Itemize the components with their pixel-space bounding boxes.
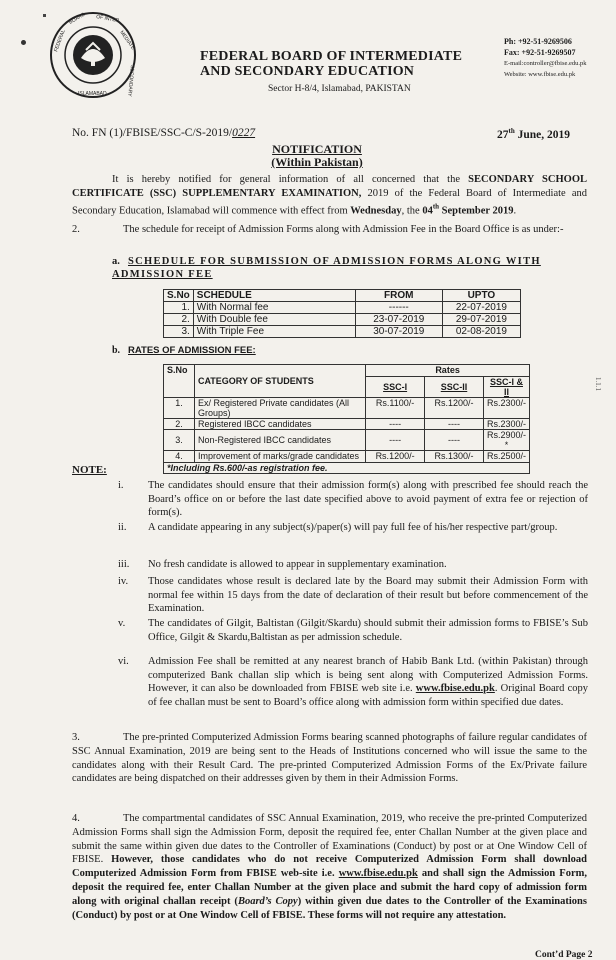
note-item-iv [118,575,588,616]
para1-month-year: September 2019 [439,205,514,217]
schedule-table [163,289,521,338]
section-title: SCHEDULE FOR SUBMISSION OF ADMISSION FORMS ALONG WITH ADMISSION FEE [112,256,541,280]
note-text: A candidate appearing in any subject(s)/paper(s) will pay full fee of his/her respective part/group. [148,522,558,533]
para1-text: 2019 of the Federal Board of Intermediate and Secondary Education, Islamabad will commence with effect from [72,187,587,217]
column-header: FROM [355,290,442,302]
table-footnote-row [164,462,530,474]
table-cell: 3. [164,430,195,451]
note-text: The candidates should ensure that their admission form(s) along with prescribed fee should reach the Board’s office on or before the last date specified above to avoid payment of extra fee or rejection of form(s). [148,480,588,518]
column-header: UPTO [442,290,520,302]
table-cell: With Normal fee [193,302,355,314]
table-cell: 1. [164,397,195,418]
svg-text:ISLAMABAD: ISLAMABAD [78,91,107,97]
table-cell: 23-07-2019 [355,314,442,326]
table-cell: 2. [164,418,195,430]
reference-serial: 0227 [232,127,256,139]
table-cell: Rs.2500/- [483,451,529,463]
note-number: i. [118,480,124,491]
note-item-v [118,617,588,644]
section-b-heading [112,345,256,356]
para1-day: 04 [422,205,433,217]
note-text: The candidates of Gilgit, Baltistan (Gilgit/Skardu) should submit their admission forms to FBISE’s Sub Office, Gilgit & Skardu,Baltistan as per admission schedule. [148,618,588,643]
column-header: CATEGORY OF STUDENTS [194,365,365,398]
table-cell: With Double fee [193,314,355,326]
contact-block [504,36,587,80]
admission-fee-rates-table [163,364,530,474]
note-item-ii [118,521,588,535]
para1-weekday: Wednesday [350,205,402,217]
svg-text:FEDERAL: FEDERAL [53,28,67,53]
para1-text: It is hereby notified for general information of all concerned that the [112,174,469,185]
note-text [148,655,588,709]
paragraph-number: 3. [72,732,80,743]
scan-speck [43,14,46,17]
table-cell: Registered IBCC candidates [194,418,365,430]
notification-title: NOTIFICATION [272,142,362,156]
column-header: SSC-I & II [483,376,529,397]
organization-address: Sector H-8/4, Islamabad, PAKISTAN [268,84,411,94]
date-day: 27 [497,128,509,141]
paragraph-bold-text: However, those candidates who do not receive Computerized Admission Form shall download Computerized Admission Form from FBISE web-site i.e. [72,854,588,880]
fax-number: Fax: +92-51-9269507 [504,48,576,57]
table-row [164,430,530,451]
reference-number [72,127,255,139]
phone-number: Ph: +92-51-9269506 [504,37,572,46]
section-label: b. [112,345,121,356]
section-label: a. [112,256,120,267]
fbise-seal-logo [48,10,138,100]
scan-speck [21,40,26,45]
section-title: RATES OF ADMISSION FEE: [128,345,256,356]
column-header: SSC-I [366,376,425,397]
table-cell: Rs.1100/- [366,397,425,418]
svg-text:MEDIATE: MEDIATE [118,29,136,52]
notification-subtitle: (Within Pakistan) [271,155,363,169]
reference-prefix: No. FN (1)/FBISE/SSC-C/S-2019/ [72,127,233,139]
table-cell: 29-07-2019 [442,314,520,326]
note-text: No fresh candidate is allowed to appear in supplementary examination. [148,559,447,570]
table-cell: Rs.2300/- [483,397,529,418]
paragraph-text: The compartmental candidates of SSC Annual Examination, 2019, who receive the pre-printed Computerized Admission Forms shall sign the Admission Form, deposit the required fee, enter Challan Number at the given place and submit the same within given due dates to the Controller of Examinations (Conduct) by post or at One Window Cell of FBISE. [72,813,587,866]
paragraph-2 [72,223,587,237]
paragraph-bold-text: ) within given due dates to the Controller of the Examinations (Conduct) by post or at One Window Cell of FBISE. These forms will not require any attestation. [72,895,587,921]
svg-text:OF INTER: OF INTER [95,14,120,25]
note-text-part: Admission Fee shall be remitted at any nearest branch of Habib Bank Ltd. (within Pakistan) through computerized Bank challan slip which is being sent along with Computerized Admission Forms. However, it can also be downloaded from FBISE web site i.e. [148,656,588,694]
table-cell: ---- [425,418,484,430]
table-row [164,418,530,430]
section-a-heading [112,255,552,281]
table-cell: Rs.2900/-* [483,430,529,451]
para1-text: , the [401,205,423,217]
paragraph-3 [72,731,587,786]
table-cell: 22-07-2019 [442,302,520,314]
column-header: S.No [164,365,195,398]
column-header: Rates [366,365,530,377]
note-number: ii. [118,522,127,533]
fbise-website-link[interactable]: www.fbise.edu.pk [415,683,495,694]
note-heading: NOTE: [72,464,107,476]
column-header: S.No [164,290,194,302]
org-title-line1: FEDERAL BOARD OF INTERMEDIATE [200,49,463,64]
paragraph-bold-text: and shall sign the Admission Form, deposit the required fee, enter Challan Number at the given place and submit the hard copy of admission form along with original challan receipt ( [72,868,587,907]
table-cell: Rs.1300/- [425,451,484,463]
paragraph-bold-italic-text: Board’s Copy [237,895,298,907]
email-address: E-mail:controller@fbise.edu.pk [504,60,587,67]
svg-text:SECONDARY: SECONDARY [126,64,135,97]
date-month-year: June, 2019 [514,128,571,141]
table-footnote: *Including Rs.600/-as registration fee. [164,462,530,474]
note-number: vi. [118,656,129,667]
table-cell: Ex/ Registered Private candidates (All Groups) [194,397,365,418]
fbise-website-link[interactable]: www.fbise.edu.pk [338,868,418,880]
table-cell: ------ [355,302,442,314]
table-cell: 30-07-2019 [355,326,442,338]
note-item-i [118,479,588,520]
table-cell: Rs.1200/- [425,397,484,418]
table-cell: 02-08-2019 [442,326,520,338]
org-title-line2: AND SECONDARY EDUCATION [200,64,415,79]
table-cell: 3. [164,326,194,338]
table-row [164,451,530,463]
continued-page-note: Cont’d Page 2 [535,950,593,960]
table-cell: 1. [164,302,194,314]
table-row [164,397,530,418]
table-row [164,314,521,326]
paragraph-number: 2. [72,224,80,235]
note-item-iii [118,558,588,572]
date-suffix: th [508,127,515,135]
table-cell: Improvement of marks/grade candidates [194,451,365,463]
table-cell: Non-Registered IBCC candidates [194,430,365,451]
table-cell: ---- [425,430,484,451]
para1-exam-name: SECONDARY SCHOOL CERTIFICATE (SSC) SUPPLEMENTARY EXAMINATION, [72,174,587,199]
paragraph-1 [72,173,587,218]
paragraph-text: The schedule for receipt of Admission Forms along with Admission Fee in the Board Office is as under:- [123,224,564,235]
table-cell: With Triple Fee [193,326,355,338]
svg-text:BOARD: BOARD [68,11,87,26]
note-number: v. [118,618,126,629]
table-header-row [164,290,521,302]
table-cell: Rs.2300/- [483,418,529,430]
website-address: Website: www.fbise.edu.pk [504,71,576,78]
table-header-row [164,365,530,377]
organization-title [200,49,490,79]
note-number: iv. [118,576,129,587]
note-number: iii. [118,559,130,570]
para1-day-suffix: th [432,202,440,211]
table-row [164,326,521,338]
table-cell: ---- [366,430,425,451]
paragraph-4 [72,812,587,922]
table-cell: 4. [164,451,195,463]
notification-heading [262,143,372,169]
para1-period: . [513,205,517,217]
table-cell: ---- [366,418,425,430]
notification-date [497,127,570,141]
table-row [164,302,521,314]
column-header: SSC-II [425,376,484,397]
column-header: SCHEDULE [193,290,355,302]
note-item-vi [118,655,588,709]
table-cell: Rs.1200/- [366,451,425,463]
paragraph-text: The pre-printed Computerized Admission Forms bearing scanned photographs of failure regular candidates of SSC Annual Examination, 2019 are being sent to the Heads of Institutions concerned who will issue the same to the candidates along with their Result Card. The pre-printed Computerized Admission Forms of the Ex/Private failure candidates are being dispatched on their addresses given by them in their Admission Forms. [72,732,587,785]
handwritten-margin-mark: 1.1.1 [594,377,602,391]
paragraph-number: 4. [72,813,80,824]
note-text-part: . Original Board copy of fee challan must be sent to Board’s office along with admission form within specified due dates. [148,683,588,708]
note-text: Those candidates whose result is declared late by the Board may submit their Admission Form with normal fee within 15 days from the date of declaration of their result but before commencement of the Examination. [148,576,588,614]
table-cell: 2. [164,314,194,326]
